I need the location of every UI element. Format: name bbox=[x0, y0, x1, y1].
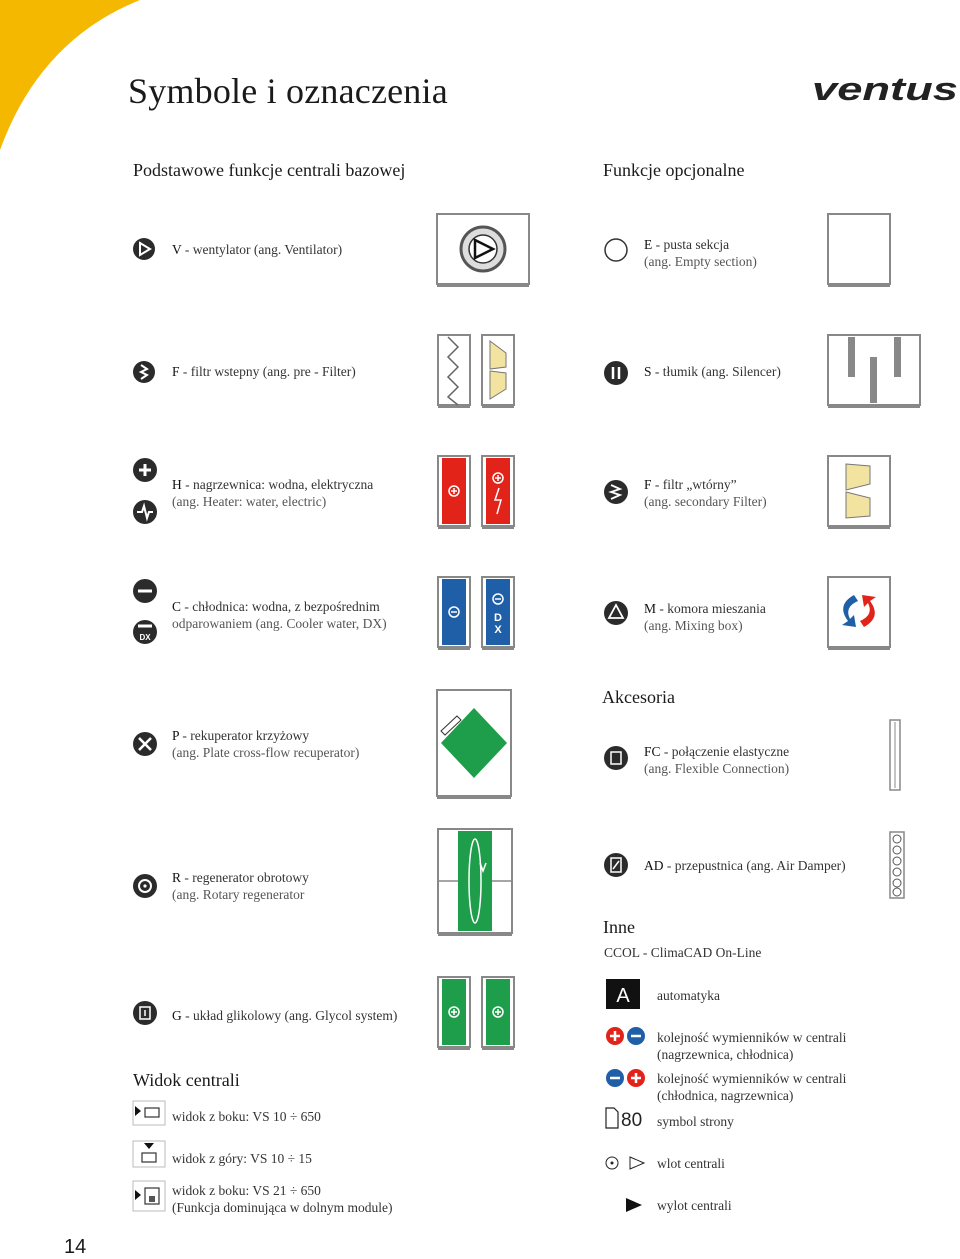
recuperator-symbol bbox=[435, 688, 513, 802]
flex-connection-icon bbox=[603, 745, 629, 771]
secondary-filter-symbol bbox=[826, 454, 892, 532]
label-cooler: C - chłodnica: wodna, z bezpośrednim odparowaniem (ang. Cooler water, DX) bbox=[172, 599, 387, 631]
label-heater: H - nagrzewnica: wodna, elektryczna (ang. Heater: water, electric) bbox=[172, 477, 374, 509]
fan-icon bbox=[132, 237, 156, 261]
heater-icons bbox=[132, 458, 158, 526]
section-optional-heading: Funkcje opcjonalne bbox=[603, 160, 745, 180]
cooler-icons bbox=[132, 578, 158, 646]
label-fan: V - wentylator (ang. Ventilator) bbox=[172, 242, 343, 257]
top-view-icon bbox=[132, 1140, 166, 1168]
side-view-lower-module-icon bbox=[132, 1180, 166, 1212]
mixing-box-symbol bbox=[826, 575, 892, 653]
section-view-heading: Widok centrali bbox=[133, 1070, 240, 1090]
ccol-label: CCOL - ClimaCAD On-Line bbox=[604, 945, 762, 960]
inlet-icon bbox=[604, 1153, 648, 1173]
label-order-heater-first: kolejność wymienników w centrali (nagrzewnica, chłodnica) bbox=[657, 1030, 847, 1062]
glycol-symbol-b bbox=[480, 975, 516, 1053]
corner-accent bbox=[0, 0, 140, 150]
label-page-symbol: symbol strony bbox=[657, 1114, 734, 1129]
empty-section-icon bbox=[603, 237, 629, 263]
mixing-box-icon bbox=[603, 600, 629, 626]
page-title: Symbole i oznaczenia bbox=[128, 71, 448, 111]
label-automation: automatyka bbox=[657, 988, 720, 1003]
air-damper-symbol bbox=[888, 830, 906, 900]
label-prefilter: F - filtr wstepny (ang. pre - Filter) bbox=[172, 364, 356, 379]
svg-text:X: X bbox=[494, 624, 502, 636]
dx-cooler-symbol bbox=[480, 575, 516, 653]
silencer-icon bbox=[603, 360, 629, 386]
label-inlet: wlot centrali bbox=[657, 1156, 725, 1171]
prefilter-symbol-b bbox=[480, 333, 516, 411]
electric-heater-symbol bbox=[480, 454, 516, 532]
svg-text:ventus: ventus bbox=[812, 71, 958, 107]
svg-text:DX: DX bbox=[139, 633, 151, 642]
label-side-view-lower: widok z boku: VS 21 ÷ 650 (Funkcja dominująca w dolnym module) bbox=[172, 1183, 393, 1215]
rotary-symbol bbox=[436, 827, 514, 939]
section-accessories-heading: Akcesoria bbox=[602, 687, 675, 707]
svg-text:A: A bbox=[616, 985, 630, 1007]
section-other-heading: Inne bbox=[603, 917, 635, 937]
prefilter-icon bbox=[132, 360, 156, 384]
automation-icon bbox=[606, 979, 640, 1009]
silencer-symbol bbox=[826, 333, 922, 411]
label-order-cooler-first: kolejność wymienników w centrali (chłodnica, nagrzewnica) bbox=[657, 1071, 847, 1103]
flex-connection-symbol bbox=[888, 718, 902, 794]
label-mixing-box: M - komora mieszania (ang. Mixing box) bbox=[644, 601, 766, 633]
outlet-icon bbox=[624, 1196, 646, 1214]
water-heater-symbol bbox=[436, 454, 472, 532]
side-view-icon bbox=[132, 1100, 166, 1126]
svg-text:80: 80 bbox=[621, 1110, 643, 1130]
label-secondary-filter: F - filtr „wtórny” (ang. secondary Filter) bbox=[644, 477, 767, 509]
label-air-damper: AD - przepustnica (ang. Air Damper) bbox=[644, 858, 846, 873]
label-outlet: wylot centrali bbox=[657, 1198, 732, 1213]
svg-text:D: D bbox=[494, 612, 502, 624]
label-flex-connection: FC - połączenie elastyczne (ang. Flexible Connection) bbox=[644, 744, 790, 776]
label-recuperator: P - rekuperator krzyżowy (ang. Plate cross-flow recuperator) bbox=[172, 728, 360, 760]
label-empty: E - pusta sekcja (ang. Empty section) bbox=[644, 237, 757, 269]
cooler-heater-order-icon bbox=[605, 1068, 647, 1088]
heater-cooler-order-icon bbox=[605, 1026, 647, 1046]
secondary-filter-icon bbox=[603, 479, 629, 505]
glycol-symbol-a bbox=[436, 975, 472, 1053]
label-glycol: G - układ glikolowy (ang. Glycol system) bbox=[172, 1008, 398, 1023]
air-damper-icon bbox=[603, 852, 629, 878]
recuperator-icon bbox=[132, 731, 158, 757]
glycol-icon bbox=[132, 1000, 158, 1026]
page-symbol-icon bbox=[604, 1106, 650, 1130]
rotary-icon bbox=[132, 873, 158, 899]
water-cooler-symbol bbox=[436, 575, 472, 653]
label-side-view: widok z boku: VS 10 ÷ 650 bbox=[172, 1109, 321, 1124]
empty-section-symbol bbox=[826, 212, 892, 290]
section-basic-heading: Podstawowe funkcje centrali bazowej bbox=[133, 160, 406, 180]
page-number: 14 bbox=[64, 1236, 87, 1258]
fan-section-symbol bbox=[435, 212, 531, 290]
ventus-logo bbox=[812, 70, 960, 108]
label-rotary: R - regenerator obrotowy (ang. Rotary regenerator bbox=[172, 870, 309, 902]
label-top-view: widok z góry: VS 10 ÷ 15 bbox=[172, 1151, 312, 1166]
prefilter-symbol-a bbox=[436, 333, 472, 411]
label-silencer: S - tłumik (ang. Silencer) bbox=[644, 364, 781, 379]
